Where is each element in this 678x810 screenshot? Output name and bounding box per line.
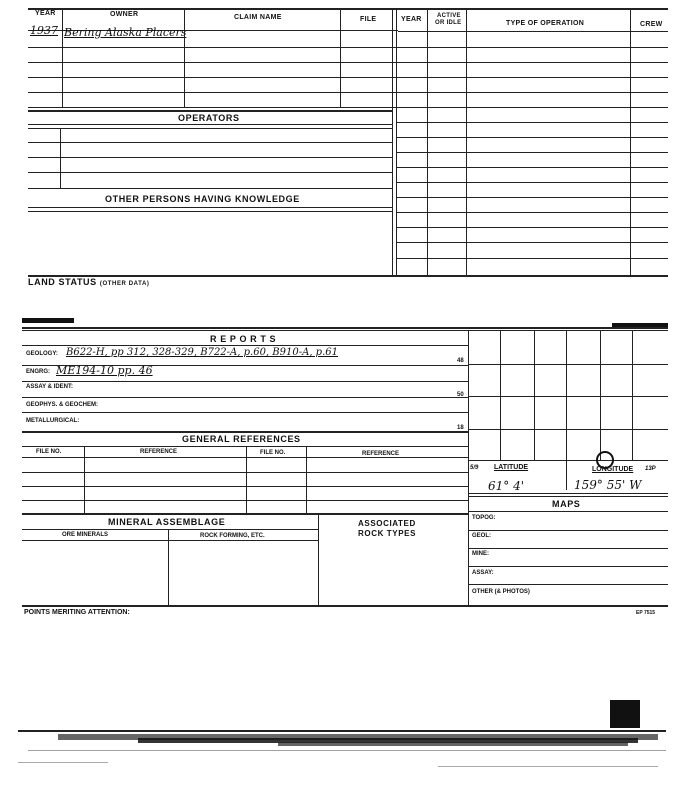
vline-active	[466, 8, 467, 276]
operators-row	[28, 172, 392, 173]
right-row-line	[396, 77, 668, 78]
grid-vline	[534, 330, 535, 460]
col-type-of-operation: TYPE OF OPERATION	[506, 20, 585, 27]
grid-vline	[632, 330, 633, 460]
row-line	[28, 92, 398, 93]
operators-header-bottom-2	[28, 128, 392, 129]
maps-other: OTHER (& PHOTOS)	[472, 589, 530, 595]
operators-row	[28, 157, 392, 158]
rock-forming-label: ROCK FORMING, ETC.	[200, 533, 265, 539]
gr-header-bottom	[22, 457, 468, 458]
gr-row	[22, 500, 468, 501]
gr-bottom	[22, 513, 468, 515]
grid-hline	[468, 396, 668, 397]
latitude-label: LATITUDE	[494, 464, 529, 471]
right-row-line	[396, 107, 668, 108]
lat-prefix: 5/9	[470, 465, 479, 471]
gr-col-reference-2: REFERENCE	[362, 451, 400, 457]
maps-mine: MINE:	[472, 551, 489, 557]
col-active: ACTIVE	[437, 13, 461, 19]
maps-top	[468, 493, 668, 494]
mineral-bottom	[22, 605, 668, 607]
entry-year: 1937	[30, 24, 58, 37]
header-bottom-right	[398, 31, 668, 32]
land-status-label	[28, 277, 150, 287]
num-18: 18	[457, 425, 464, 431]
vline-owner	[184, 8, 185, 108]
gr-col-reference-1: REFERENCE	[140, 449, 178, 455]
right-row-line	[396, 197, 668, 198]
top-border	[28, 8, 668, 10]
col-crew: CREW	[640, 21, 663, 28]
row-line	[28, 62, 398, 63]
right-row-line	[396, 122, 668, 123]
assay-label: ASSAY & IDENT:	[26, 384, 74, 390]
reports-header-bottom	[22, 345, 468, 346]
operators-top	[28, 110, 392, 112]
maps-topog: TOPOG:	[472, 515, 496, 521]
mineral-right-divider	[318, 513, 319, 606]
mineral-title: MINERAL ASSEMBLAGE	[108, 517, 226, 527]
maps-title: MAPS	[552, 499, 581, 509]
right-row-line	[396, 242, 668, 243]
right-row-line	[396, 212, 668, 213]
operators-row	[28, 142, 392, 143]
gr-row	[22, 486, 468, 487]
reports-row	[22, 381, 468, 382]
grid-vline	[566, 330, 567, 490]
col-or-idle: OR IDLE	[435, 20, 462, 26]
circle-mark	[596, 451, 614, 469]
mineral-sub-bottom	[22, 540, 318, 541]
row-line	[28, 77, 398, 78]
vline-year	[62, 8, 63, 108]
right-row-line	[396, 167, 668, 168]
maps-header-bottom	[468, 511, 668, 512]
gr-header-top	[22, 446, 468, 447]
geology-label: GEOLOGY:	[26, 351, 58, 357]
row-line	[28, 107, 398, 108]
gr-col-file-no-2: FILE NO.	[260, 450, 286, 456]
geology-value: B622-H, pp 312, 328-329, B722-A, p.60, B910-A, p.61	[66, 347, 338, 358]
grid-vline	[500, 330, 501, 460]
col-year-2: YEAR	[401, 16, 422, 23]
gr-vline	[84, 446, 85, 513]
grid-hline	[468, 364, 668, 365]
grid-hline	[468, 429, 668, 430]
vline-year2	[427, 8, 428, 276]
maps-row	[468, 584, 668, 585]
metallurgical-label: METALLURGICAL:	[26, 418, 80, 424]
maps-top-2	[468, 496, 668, 497]
gr-vline	[246, 446, 247, 513]
scan-mark	[22, 318, 74, 323]
right-row-line	[396, 227, 668, 228]
maps-row	[468, 566, 668, 567]
vline-type	[630, 8, 631, 276]
lon-suffix: 13P	[645, 466, 656, 472]
mineral-vline	[168, 529, 169, 606]
longitude-label: LONGITUDE	[592, 466, 634, 473]
reports-right-divider	[468, 330, 469, 606]
reports-row	[22, 412, 468, 413]
vline-main-divider-2	[396, 8, 397, 276]
gr-row	[22, 472, 468, 473]
general-references-title: GENERAL REFERENCES	[182, 434, 301, 444]
num-50: 50	[457, 392, 464, 398]
scan-smear	[18, 720, 666, 780]
reports-top	[22, 327, 668, 329]
entry-owner: Bering Alaska Placers	[64, 26, 187, 39]
maps-row	[468, 548, 668, 549]
engrg-value: ME194-10 pp. 46	[56, 364, 153, 377]
right-row-line	[396, 92, 668, 93]
ore-minerals-label: ORE MINERALS	[62, 532, 109, 538]
gr-vline	[306, 446, 307, 513]
reports-bottom	[22, 431, 468, 433]
right-row-line	[396, 258, 668, 259]
latitude-value: 61° 4'	[488, 479, 525, 493]
vline-main-divider	[392, 8, 393, 276]
col-owner: OWNER	[110, 11, 139, 18]
operators-title: OPERATORS	[178, 113, 240, 123]
reports-title: R E P O R T S	[210, 334, 277, 344]
vline-claim	[340, 8, 341, 108]
right-row-line	[396, 62, 668, 63]
maps-geol: GEOL:	[472, 533, 491, 539]
reports-row	[22, 397, 468, 398]
maps-assay: ASSAY:	[472, 570, 494, 576]
other-persons-header-bottom-2	[28, 211, 392, 212]
operators-row	[28, 188, 392, 189]
other-persons-header-bottom	[28, 207, 392, 208]
associated-label: ASSOCIATED	[358, 519, 416, 528]
right-row-line	[396, 137, 668, 138]
grid-hline	[468, 460, 668, 461]
mineral-header-bottom	[22, 529, 318, 530]
row-line	[28, 47, 398, 48]
points-meriting-label: POINTS MERITING ATTENTION:	[24, 609, 130, 616]
grid-vline	[600, 330, 601, 460]
operators-header-bottom	[28, 124, 392, 125]
right-row-line	[396, 182, 668, 183]
land-status-text: LAND STATUS	[28, 277, 97, 287]
gr-col-file-no-1: FILE NO.	[36, 449, 62, 455]
reports-top-2	[22, 330, 668, 331]
col-file: FILE	[360, 16, 377, 23]
num-48: 48	[457, 358, 464, 364]
operators-vline	[60, 128, 61, 188]
form-number: EP 7515	[636, 610, 656, 616]
geophys-label: GEOPHYS. & GEOCHEM:	[26, 402, 99, 408]
col-claim-name: CLAIM NAME	[234, 14, 282, 21]
col-year: YEAR	[35, 10, 56, 17]
longitude-value: 159° 55' W	[574, 478, 642, 492]
other-persons-title: OTHER PERSONS HAVING KNOWLEDGE	[105, 194, 300, 204]
right-row-line	[396, 47, 668, 48]
maps-row	[468, 530, 668, 531]
land-status-sub: (OTHER DATA)	[99, 281, 150, 287]
rock-types-label: ROCK TYPES	[358, 529, 417, 538]
engrg-label: ENGRG:	[26, 369, 50, 375]
right-row-line	[396, 152, 668, 153]
